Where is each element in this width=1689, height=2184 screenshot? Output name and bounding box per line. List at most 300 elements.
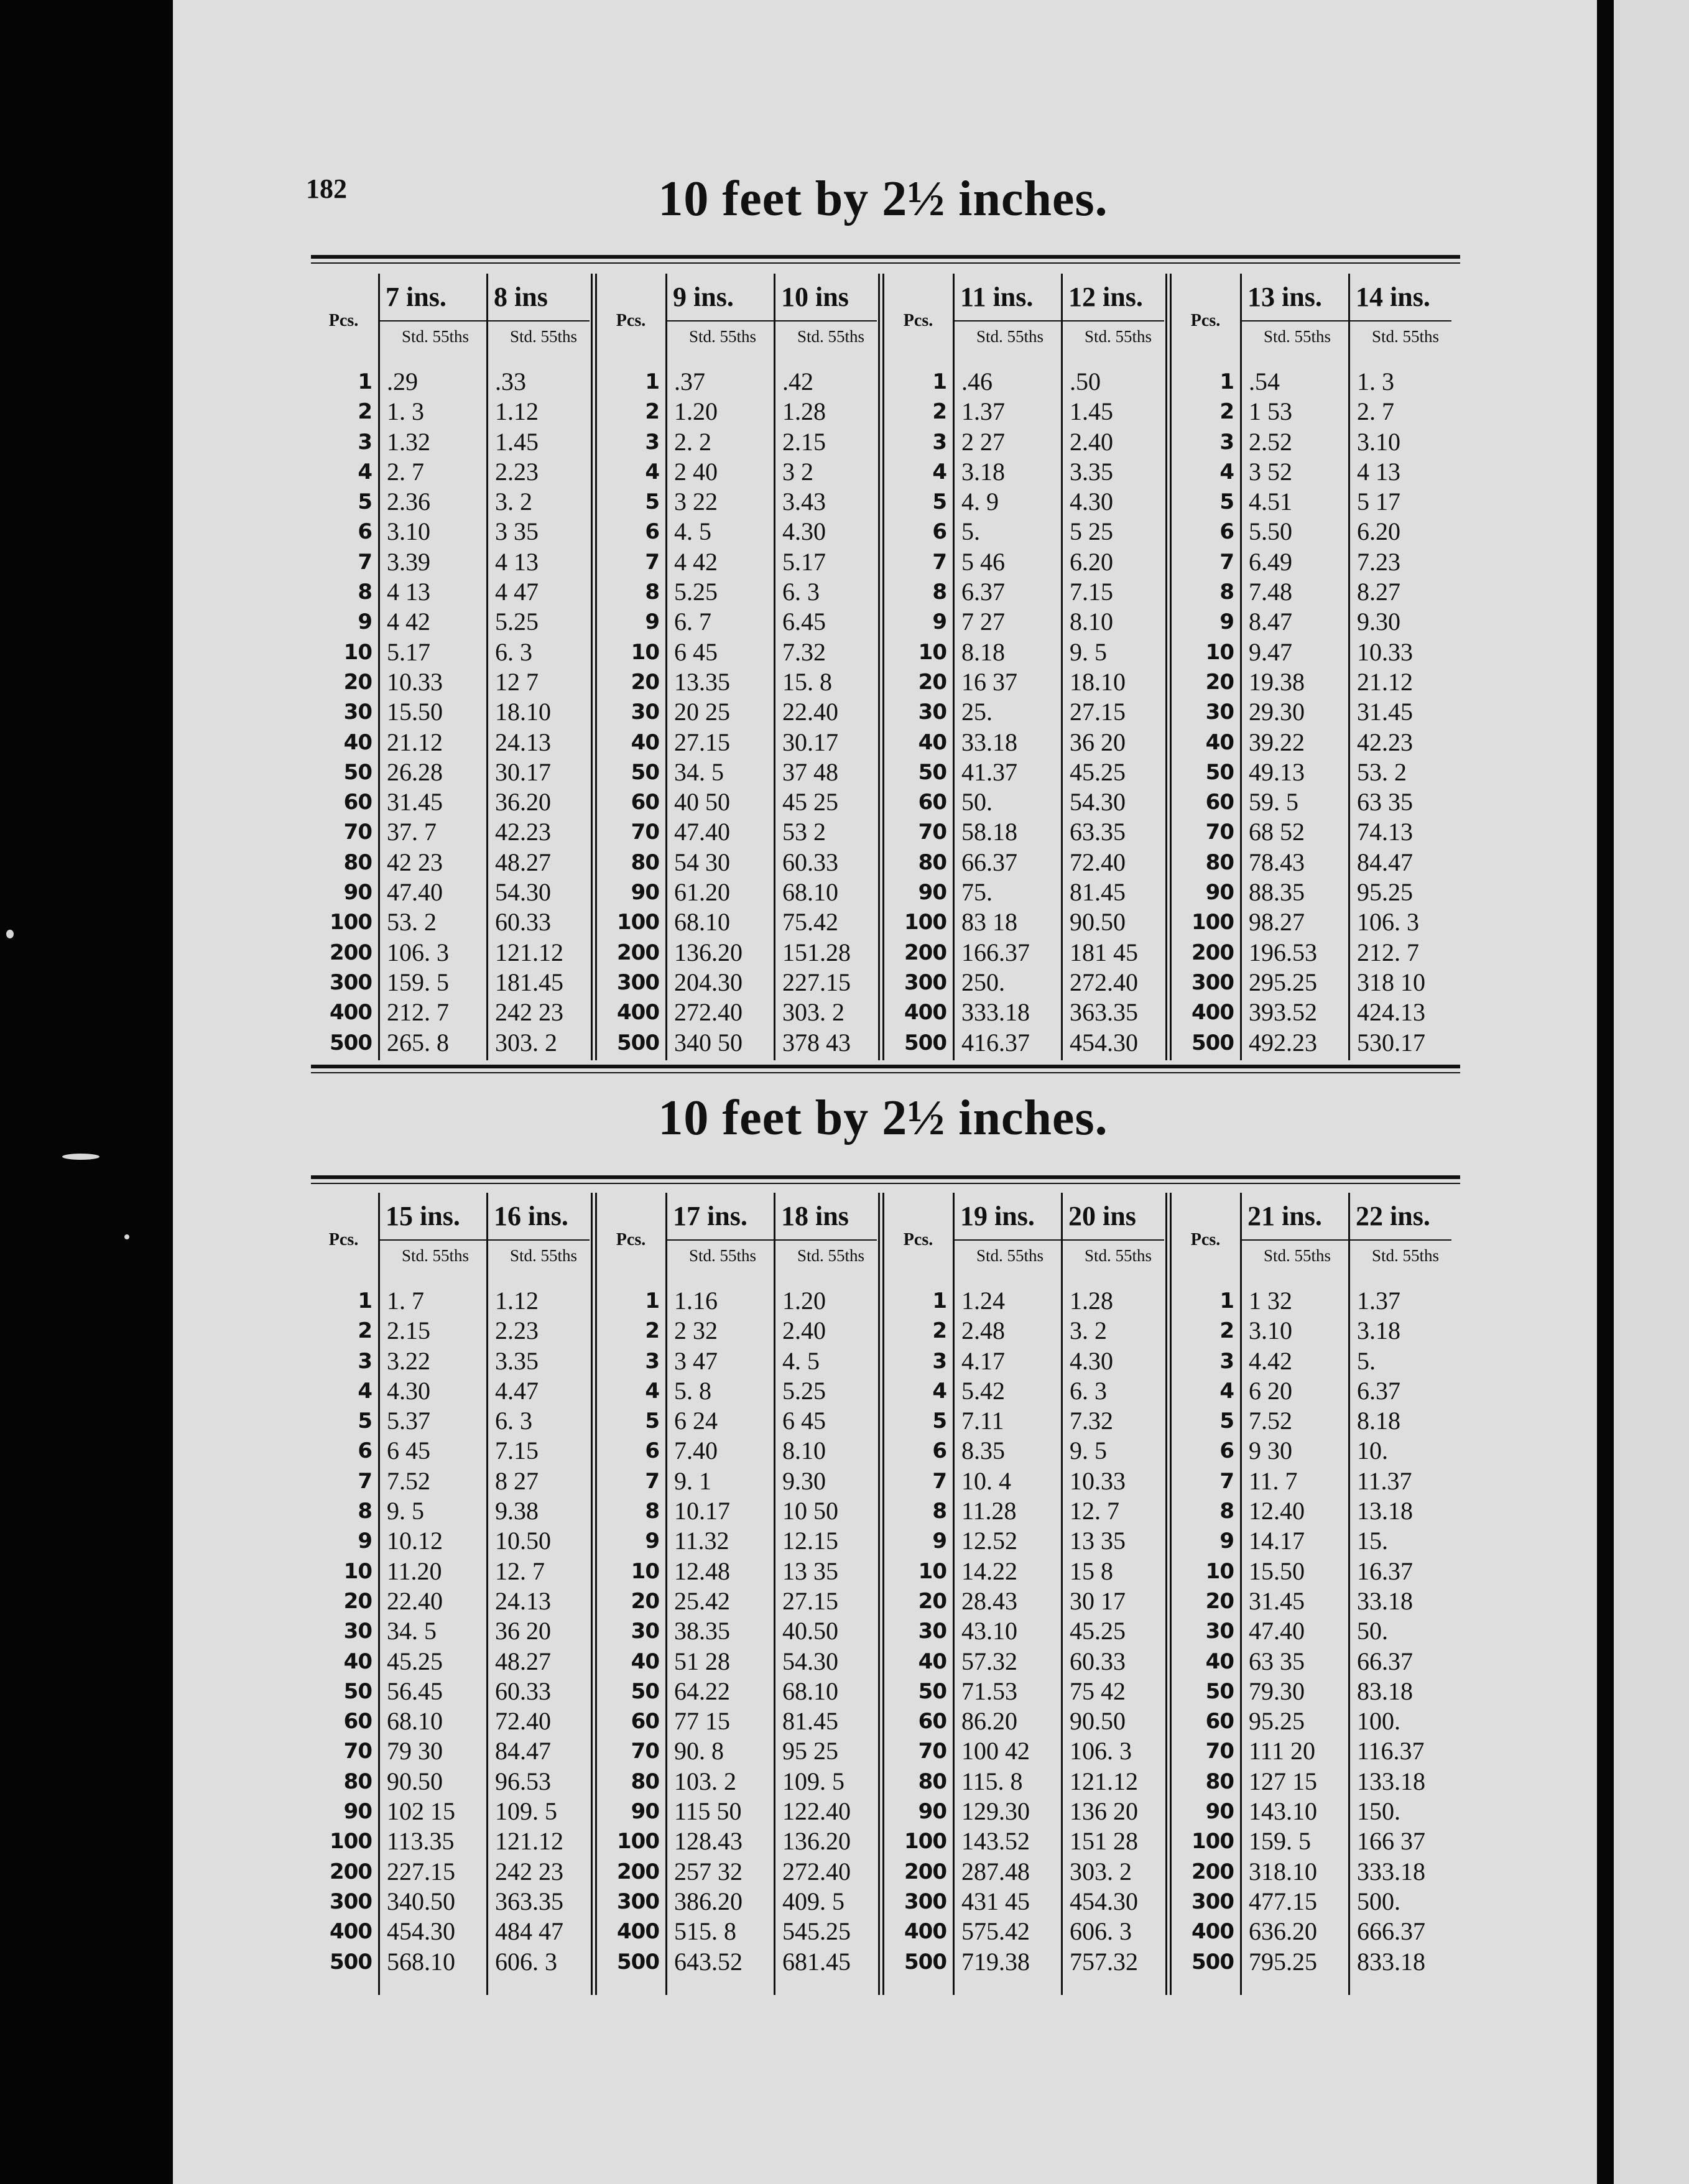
- pieces-value: 500: [1192, 1030, 1234, 1055]
- header-divider: [953, 320, 1164, 322]
- table-cell: 477.15: [1249, 1887, 1317, 1915]
- table-cell: 42 23: [387, 848, 443, 876]
- pieces-value: 40: [631, 729, 659, 755]
- pieces-value: 6: [1219, 1438, 1234, 1464]
- pieces-list: [886, 1286, 946, 1977]
- table-cell: 58.18: [961, 818, 1017, 846]
- pieces-value: 2: [932, 399, 946, 425]
- table-cell: 83.18: [1357, 1677, 1413, 1705]
- table-cell: 6. 3: [495, 637, 532, 666]
- table-cell: 143.52: [961, 1827, 1030, 1856]
- pieces-value: 500: [1192, 1949, 1234, 1974]
- pieces-value: 40: [631, 1649, 659, 1674]
- table-cell: 636.20: [1249, 1917, 1317, 1946]
- table-cell: 833.18: [1357, 1947, 1425, 1976]
- table-cell: 3 2: [782, 457, 813, 486]
- table-cell: 6 45: [387, 1437, 430, 1465]
- table-cell: 122.40: [782, 1797, 851, 1826]
- pieces-value: 6: [358, 1438, 372, 1464]
- table-cell: 11.20: [387, 1557, 442, 1585]
- table-cell: 340.50: [387, 1887, 455, 1915]
- table-cell: 8.18: [1357, 1407, 1400, 1435]
- table-cell: 106. 3: [1357, 908, 1419, 937]
- table-cell: 60.33: [1070, 1647, 1126, 1675]
- table-cell: 2 32: [674, 1316, 718, 1345]
- table-cell: 49.13: [1249, 757, 1305, 786]
- pieces-value: 90: [631, 1799, 659, 1825]
- pieces-value: 1: [932, 369, 946, 394]
- table-cell: 3 22: [674, 488, 718, 516]
- table-cell: 109. 5: [782, 1767, 844, 1795]
- table-cell: 9 30: [1249, 1437, 1292, 1465]
- pieces-value: 6: [932, 1438, 946, 1464]
- table-cell: 757.32: [1070, 1947, 1138, 1976]
- pieces-value: 30: [1205, 700, 1234, 725]
- table-cell: 6 45: [674, 637, 718, 666]
- pieces-value: 10: [1205, 1558, 1234, 1584]
- pieces-value: 70: [918, 1739, 946, 1764]
- column-subheading: Std. 55ths: [509, 1246, 578, 1265]
- table-cell: 115. 8: [961, 1767, 1023, 1795]
- table-cell: 11.37: [1357, 1466, 1412, 1495]
- table-cell: 26.28: [387, 757, 443, 786]
- table-cell: 5. 8: [674, 1376, 711, 1405]
- column-heading: 9 ins.: [673, 282, 734, 312]
- pieces-value: 7: [645, 549, 659, 575]
- table-cell: 72.40: [1070, 848, 1126, 876]
- table-cell: 575.42: [961, 1917, 1030, 1946]
- pieces-value: 100: [617, 1829, 659, 1854]
- group-separator: [878, 1193, 884, 1995]
- pieces-value: 7: [932, 549, 946, 575]
- pieces-value: 7: [1219, 549, 1234, 575]
- pieces-list: [1173, 1286, 1234, 1977]
- table-cell: 28.43: [961, 1586, 1017, 1615]
- table-cell: 15.50: [1249, 1557, 1305, 1585]
- pieces-value: 10: [631, 1558, 659, 1584]
- column-subheading: Std. 55ths: [401, 1246, 470, 1265]
- table-cell: 9. 5: [387, 1497, 424, 1525]
- table-cell: 60.33: [495, 1677, 551, 1705]
- pieces-value: 7: [358, 1468, 372, 1494]
- pieces-value: 40: [343, 729, 372, 755]
- table-cell: 10.: [1357, 1437, 1388, 1465]
- pieces-value: 40: [343, 1649, 372, 1674]
- table-cell: 53. 2: [1357, 757, 1407, 786]
- pieces-label: Pcs.: [903, 311, 933, 330]
- pieces-value: 9: [645, 609, 659, 635]
- table-cell: 3. 2: [495, 488, 532, 516]
- table-cell: 33.18: [961, 728, 1017, 756]
- table-cell: 3. 2: [1070, 1316, 1107, 1345]
- table-cell: 53. 2: [387, 908, 437, 937]
- pieces-value: 9: [1219, 609, 1234, 635]
- column-heading: 17 ins.: [673, 1201, 747, 1231]
- table-cell: 50.: [961, 788, 993, 817]
- pieces-value: 400: [330, 1000, 372, 1025]
- column-subheading: Std. 55ths: [688, 327, 757, 346]
- pieces-value: 80: [631, 849, 659, 875]
- table-cell: 6.45: [782, 608, 826, 636]
- pieces-value: 100: [904, 1829, 946, 1854]
- table-cell: 41.37: [961, 757, 1017, 786]
- rule-top-thin: [311, 1183, 1460, 1184]
- table-cell: 81.45: [782, 1707, 838, 1736]
- table-cell: 95 25: [782, 1737, 838, 1765]
- table-cell: 2.15: [782, 427, 826, 456]
- pieces-value: 60: [1205, 790, 1234, 815]
- pieces-value: 20: [631, 1588, 659, 1614]
- table-cell: 1.45: [1070, 397, 1113, 426]
- column-divider: [1240, 1193, 1242, 1995]
- table-cell: 3.10: [1357, 427, 1400, 456]
- pieces-value: 80: [1205, 1769, 1234, 1794]
- pieces-value: 70: [343, 820, 372, 845]
- pieces-value: 400: [617, 1919, 659, 1945]
- table-cell: 4.47: [495, 1376, 539, 1405]
- table-cell: .42: [782, 368, 813, 396]
- pieces-value: 80: [1205, 849, 1234, 875]
- table-cell: 1.32: [387, 427, 430, 456]
- table-cell: 3.10: [387, 517, 430, 546]
- pieces-value: 8: [1219, 1499, 1234, 1524]
- table-cell: 6.37: [961, 578, 1005, 606]
- pieces-value: 50: [1205, 759, 1234, 785]
- pieces-value: 1: [645, 369, 659, 394]
- pieces-value: 40: [1205, 1649, 1234, 1674]
- table-cell: 265. 8: [387, 1028, 449, 1057]
- pieces-value: 20: [918, 1588, 946, 1614]
- pieces-value: 80: [343, 849, 372, 875]
- pieces-value: 5: [932, 489, 946, 515]
- table-cell: 96.53: [495, 1767, 551, 1795]
- table-cell: 54 30: [674, 848, 730, 876]
- table-cell: 7.32: [782, 637, 826, 666]
- table-cell: 1.12: [495, 397, 539, 426]
- table-cell: 27.15: [782, 1586, 838, 1615]
- table-cell: 24.13: [495, 1586, 551, 1615]
- pieces-value: 200: [904, 1859, 946, 1884]
- column-heading: 14 ins.: [1356, 282, 1430, 312]
- pieces-value: 9: [358, 1529, 372, 1554]
- table-cell: 416.37: [961, 1028, 1030, 1057]
- pieces-value: 30: [343, 1619, 372, 1644]
- table-cell: 181.45: [495, 968, 563, 996]
- table-cell: 19.38: [1249, 667, 1305, 696]
- group-separator: [591, 1193, 597, 1995]
- table-cell: 1. 3: [387, 397, 424, 426]
- pieces-value: 6: [1219, 519, 1234, 545]
- table-cell: 34. 5: [674, 757, 724, 786]
- table-cell: 4. 5: [782, 1346, 820, 1375]
- pieces-value: 1: [1219, 1289, 1234, 1313]
- table-cell: 2.23: [495, 1316, 539, 1345]
- scan-speck: [6, 930, 14, 938]
- pieces-value: 500: [904, 1030, 946, 1055]
- table-cell: 68 52: [1249, 818, 1305, 846]
- table-cell: 3.39: [387, 547, 430, 576]
- table-cell: 159. 5: [1249, 1827, 1311, 1856]
- table-cell: 63 35: [1249, 1647, 1305, 1675]
- table-cell: 1. 3: [1357, 368, 1394, 396]
- table-cell: 2.36: [387, 488, 430, 516]
- value-list: [495, 367, 598, 1058]
- table-cell: 45.25: [1070, 1617, 1126, 1645]
- table-cell: 27.15: [1070, 698, 1126, 726]
- pieces-value: 500: [617, 1949, 659, 1974]
- table-cell: 129.30: [961, 1797, 1030, 1826]
- table-cell: 4 13: [1357, 457, 1400, 486]
- pieces-value: 7: [932, 1468, 946, 1494]
- table-cell: 2.52: [1249, 427, 1292, 456]
- table-cell: 61.20: [674, 878, 730, 907]
- column-divider: [953, 1193, 955, 1995]
- header-divider: [665, 1239, 877, 1241]
- table-cell: 29.30: [1249, 698, 1305, 726]
- column-group: [1173, 274, 1460, 1060]
- column-subheading: Std. 55ths: [976, 327, 1044, 346]
- pieces-value: 8: [932, 580, 946, 605]
- table-cell: 22.40: [387, 1586, 443, 1615]
- table-cell: 6.37: [1357, 1376, 1400, 1405]
- table-cell: 4.42: [1249, 1346, 1292, 1375]
- table-cell: 393.52: [1249, 998, 1317, 1027]
- pieces-value: 60: [918, 1709, 946, 1734]
- pieces-value: 3: [932, 429, 946, 455]
- table-cell: 4.30: [1070, 1346, 1113, 1375]
- table-cell: 333.18: [1357, 1857, 1425, 1886]
- pieces-list: [311, 1286, 372, 1977]
- pieces-value: 70: [343, 1739, 372, 1764]
- pieces-value: 20: [1205, 1588, 1234, 1614]
- table-cell: 333.18: [961, 998, 1030, 1027]
- pieces-value: 4: [358, 1378, 372, 1404]
- table-cell: 136 20: [1070, 1797, 1138, 1826]
- table-cell: 227.15: [782, 968, 851, 996]
- table-cell: 102 15: [387, 1797, 455, 1826]
- table-cell: 31.45: [387, 788, 443, 817]
- pieces-value: 5: [1219, 1409, 1234, 1434]
- pieces-value: 80: [918, 849, 946, 875]
- pieces-value: 1: [645, 1289, 659, 1313]
- table-cell: 4.51: [1249, 488, 1292, 516]
- table-cell: 7.15: [495, 1437, 539, 1465]
- table-cell: 42.23: [1357, 728, 1413, 756]
- scan-speck: [62, 1154, 99, 1160]
- table-cell: 57.32: [961, 1647, 1017, 1675]
- table-cell: 47.40: [674, 818, 730, 846]
- pieces-value: 300: [1192, 969, 1234, 995]
- pieces-value: 4: [932, 459, 946, 484]
- table-cell: 1 32: [1249, 1287, 1292, 1315]
- table-cell: 31.45: [1249, 1586, 1305, 1615]
- table-cell: 318 10: [1357, 968, 1425, 996]
- table-cell: 100 42: [961, 1737, 1030, 1765]
- pieces-value: 20: [343, 1588, 372, 1614]
- table-cell: 54.30: [495, 878, 551, 907]
- table-cell: 1 53: [1249, 397, 1292, 426]
- column-group: [311, 1193, 598, 1995]
- table-cell: 6. 7: [674, 608, 711, 636]
- measurement-table: [311, 274, 1461, 1060]
- table-cell: 1.16: [674, 1287, 718, 1315]
- table-cell: 37 48: [782, 757, 838, 786]
- pieces-value: 2: [1219, 1318, 1234, 1344]
- table-cell: 18.10: [1070, 667, 1126, 696]
- table-cell: 5.17: [782, 547, 826, 576]
- pieces-value: 40: [918, 729, 946, 755]
- table-cell: 47.40: [1249, 1617, 1305, 1645]
- table-cell: 10 50: [782, 1497, 838, 1525]
- table-cell: 9.30: [782, 1466, 826, 1495]
- table-cell: 272.40: [1070, 968, 1138, 996]
- table-cell: 484 47: [495, 1917, 563, 1946]
- table-cell: 4.30: [782, 517, 826, 546]
- table-cell: 121.12: [495, 938, 563, 966]
- pieces-value: 10: [918, 1558, 946, 1584]
- pieces-value: 1: [358, 369, 372, 394]
- column-group: [886, 1193, 1173, 1995]
- pieces-value: 3: [645, 1348, 659, 1374]
- pieces-value: 500: [330, 1949, 372, 1974]
- table-cell: 16.37: [1357, 1557, 1413, 1585]
- table-cell: 363.35: [1070, 998, 1138, 1027]
- pieces-value: 300: [617, 969, 659, 995]
- table-cell: 121.12: [495, 1827, 563, 1856]
- table-cell: 36.20: [495, 788, 551, 817]
- table-cell: 2.40: [782, 1316, 826, 1345]
- table-cell: 719.38: [961, 1947, 1030, 1976]
- pieces-value: 10: [631, 639, 659, 665]
- table-cell: 272.40: [674, 998, 743, 1027]
- table-cell: 5.: [961, 517, 980, 546]
- table-cell: 500.: [1357, 1887, 1400, 1915]
- pieces-value: 70: [918, 820, 946, 845]
- column-heading: 11 ins.: [960, 282, 1034, 312]
- pieces-value: 300: [1192, 1889, 1234, 1914]
- table-cell: 36 20: [1070, 728, 1126, 756]
- table-cell: 56.45: [387, 1677, 443, 1705]
- table-cell: 4.30: [387, 1376, 430, 1405]
- pieces-value: 400: [1192, 1000, 1234, 1025]
- pieces-value: 80: [631, 1769, 659, 1794]
- pieces-value: 400: [904, 1000, 946, 1025]
- value-list: [674, 1286, 777, 1977]
- table-cell: 54.30: [1070, 788, 1126, 817]
- table-cell: 60.33: [495, 908, 551, 937]
- column-heading: 10 ins: [781, 282, 849, 312]
- pieces-value: 90: [1205, 1799, 1234, 1825]
- table-cell: 250.: [961, 968, 1005, 996]
- table-cell: 7.11: [961, 1407, 1004, 1435]
- column-subheading: Std. 55ths: [1263, 327, 1331, 346]
- table-cell: .54: [1249, 368, 1280, 396]
- pieces-value: 90: [631, 880, 659, 905]
- group-separator: [1165, 274, 1172, 1060]
- pieces-value: 30: [918, 1619, 946, 1644]
- table-cell: 37. 7: [387, 818, 437, 846]
- pieces-value: 60: [343, 790, 372, 815]
- table-cell: 3 35: [495, 517, 539, 546]
- pieces-value: 5: [645, 489, 659, 515]
- table-cell: 3.35: [1070, 457, 1113, 486]
- pieces-value: 90: [918, 1799, 946, 1825]
- column-group: [598, 1193, 886, 1995]
- table-cell: 151.28: [782, 938, 851, 966]
- pieces-value: 300: [330, 969, 372, 995]
- table-cell: 75.42: [782, 908, 838, 937]
- table-cell: 303. 2: [495, 1028, 557, 1057]
- pieces-value: 50: [343, 759, 372, 785]
- column-subheading: Std. 55ths: [797, 327, 865, 346]
- pieces-value: 4: [932, 1378, 946, 1404]
- pieces-list: [598, 1286, 659, 1977]
- pieces-value: 50: [343, 1678, 372, 1704]
- column-subheading: Std. 55ths: [509, 327, 578, 346]
- table-cell: 40.50: [782, 1617, 838, 1645]
- table-cell: 1.20: [782, 1287, 826, 1315]
- pieces-value: 10: [343, 639, 372, 665]
- table-cell: 143.10: [1249, 1797, 1317, 1826]
- pieces-value: 7: [1219, 1468, 1234, 1494]
- table-cell: 7.32: [1070, 1407, 1113, 1435]
- table-cell: 454.30: [1070, 1887, 1138, 1915]
- pieces-value: 500: [330, 1030, 372, 1055]
- pieces-value: 5: [1219, 489, 1234, 515]
- table-cell: 12. 7: [1070, 1497, 1119, 1525]
- table-cell: 2.48: [961, 1316, 1005, 1345]
- table-cell: 303. 2: [1070, 1857, 1132, 1886]
- table-cell: 81.45: [1070, 878, 1126, 907]
- table-cell: 1.37: [961, 397, 1005, 426]
- table-cell: 3.22: [387, 1346, 430, 1375]
- value-list: [1070, 1286, 1173, 1977]
- table-cell: 106. 3: [1070, 1737, 1132, 1765]
- table-cell: 295.25: [1249, 968, 1317, 996]
- pieces-value: 4: [645, 1378, 659, 1404]
- table-cell: 100.: [1357, 1707, 1400, 1736]
- table-cell: 136.20: [782, 1827, 851, 1856]
- pieces-value: 5: [645, 1409, 659, 1434]
- pieces-value: 40: [1205, 729, 1234, 755]
- table-cell: 9.38: [495, 1497, 539, 1525]
- table-cell: 127 15: [1249, 1767, 1317, 1795]
- pieces-value: 100: [1192, 910, 1234, 935]
- column-group: [886, 274, 1173, 1060]
- table-cell: 79 30: [387, 1737, 443, 1765]
- table-cell: 8.10: [1070, 608, 1113, 636]
- table-cell: 643.52: [674, 1947, 743, 1976]
- pieces-value: 8: [645, 580, 659, 605]
- table-cell: 4 47: [495, 578, 539, 606]
- header-divider: [665, 320, 877, 322]
- value-list: [961, 1286, 1065, 1977]
- scan-speck: [124, 1234, 129, 1239]
- table-cell: 11. 7: [1249, 1466, 1298, 1495]
- pieces-value: 60: [1205, 1709, 1234, 1734]
- column-subheading: Std. 55ths: [688, 1246, 757, 1265]
- table-cell: 318.10: [1249, 1857, 1317, 1886]
- table-cell: 86.20: [961, 1707, 1017, 1736]
- table-cell: 3.18: [961, 457, 1005, 486]
- pieces-value: 300: [904, 1889, 946, 1914]
- pieces-value: 100: [330, 1829, 372, 1854]
- column-heading: 13 ins.: [1247, 282, 1322, 312]
- table-cell: 25.: [961, 698, 993, 726]
- pieces-value: 9: [645, 1529, 659, 1554]
- table-cell: 48.27: [495, 1647, 551, 1675]
- table-cell: 98.27: [1249, 908, 1305, 937]
